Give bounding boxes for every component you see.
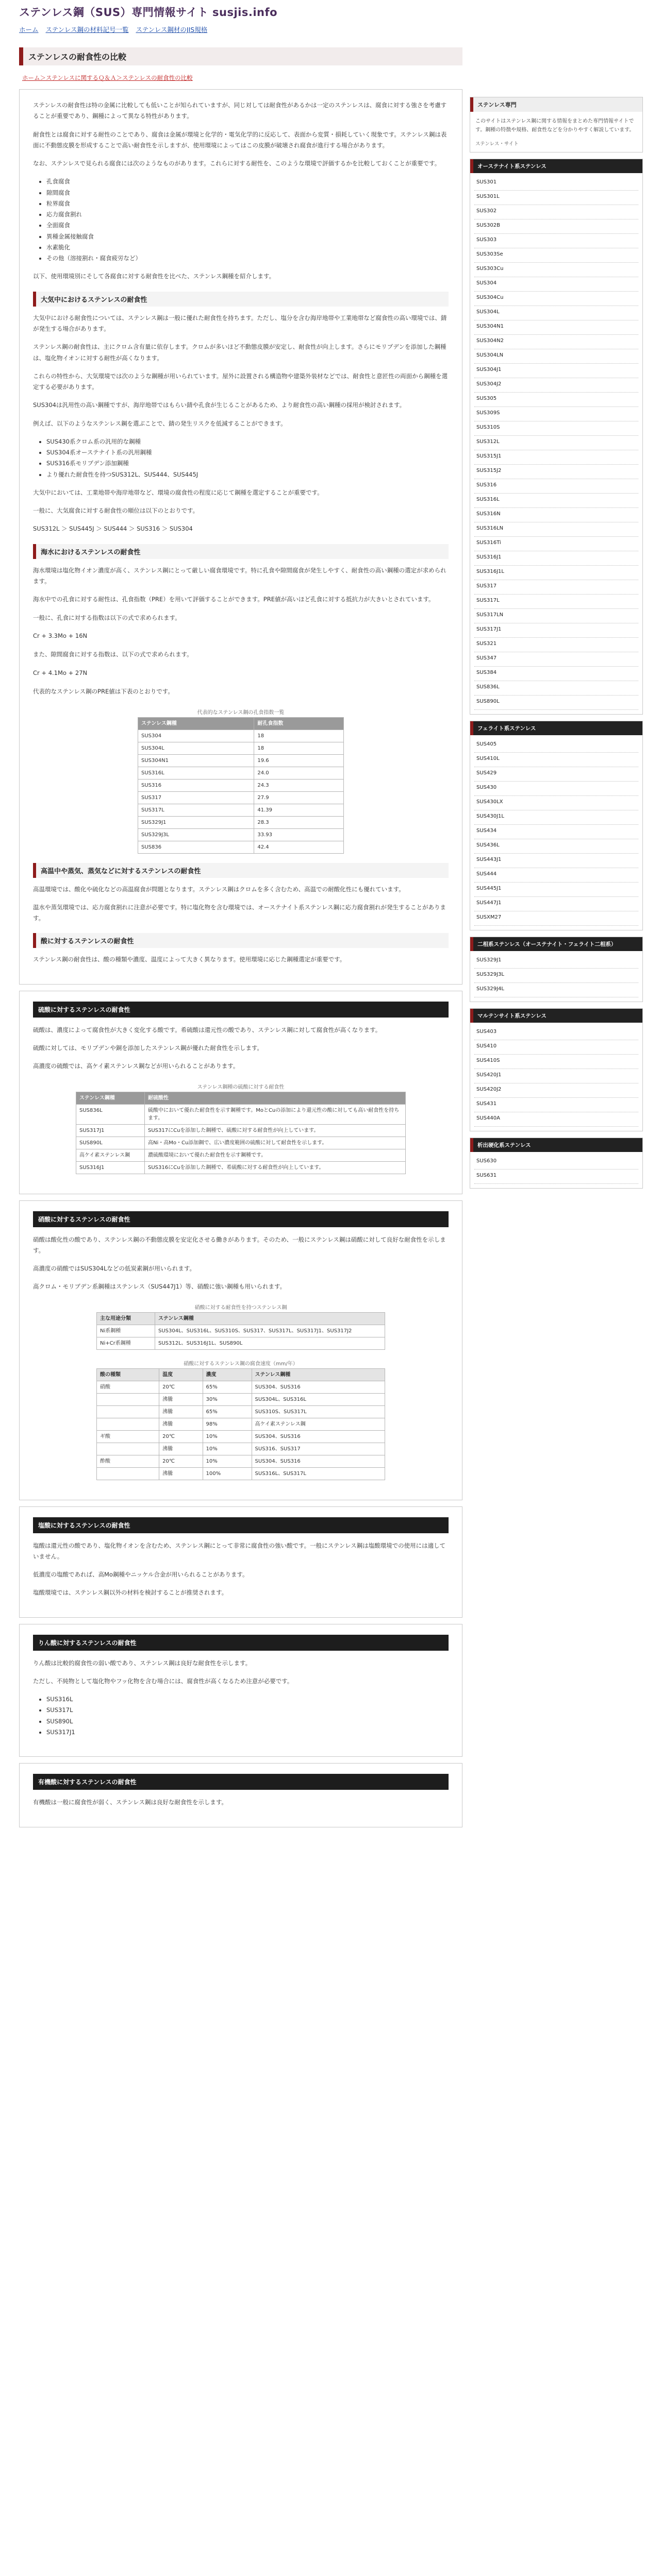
cell: 98% [203, 1418, 252, 1430]
table-row [97, 1467, 385, 1480]
cell: 18 [254, 730, 344, 742]
cell: 20℃ [159, 1430, 203, 1443]
sidebar-link[interactable]: SUS445J1 [474, 883, 638, 897]
sidebar-link[interactable]: SUS316N [474, 508, 638, 522]
sidebar-link[interactable]: SUS405 [474, 738, 638, 753]
paragraph: 有機酸は一般に腐食性が弱く、ステンレス鋼は良好な耐食性を示します。 [33, 1799, 227, 1806]
cell: 24.0 [254, 767, 344, 779]
sidebar-link[interactable]: SUS836L [474, 681, 638, 696]
paragraph: 大気中における耐食性については、ステンレス鋼は一般に優れた耐食性を持ちます。ただし、塩分を含む海岸地帯や工業地帯など腐食性の高い環境では、錆が発生する場合があります。 [33, 314, 447, 332]
cell: 高ケイ素ステンレス鋼 [252, 1418, 385, 1430]
category-title: オーステナイト系ステンレス [470, 159, 642, 173]
hcl-box [19, 1506, 462, 1618]
list-item: • SUS317L [46, 1705, 449, 1716]
cell: SUS316にCuを添加した鋼種で、希硫酸に対する耐食性が向上しています。 [145, 1161, 406, 1174]
table-header: ステンレス鋼種 [155, 1312, 385, 1325]
sidebar-link[interactable]: SUS403 [474, 1026, 638, 1040]
sidebar-link[interactable]: SUS444 [474, 868, 638, 883]
sidebar-link[interactable]: SUS315J1 [474, 450, 638, 465]
sidebar-link[interactable]: SUS316Ti [474, 537, 638, 551]
cell: SUS316L [138, 767, 254, 779]
cell: SUS304、SUS316 [252, 1455, 385, 1467]
cell: 高Ni・高Mo・Cu添加鋼で、広い濃度範囲の硫酸に対して耐食性を示します。 [145, 1137, 406, 1149]
table-header: 主な用途分類 [97, 1312, 155, 1325]
nav-material-list-link[interactable]: ステンレス鋼の材料記号一覧 [45, 26, 129, 33]
sidebar-link[interactable]: SUS631 [474, 1170, 638, 1184]
table-row [97, 1443, 385, 1455]
table-row [138, 791, 344, 804]
sidebar-link[interactable]: SUS301L [474, 191, 638, 205]
list-item: • 水素脆化 [46, 242, 449, 253]
cell: 100% [203, 1467, 252, 1480]
about-title: ステンレス専門 [470, 97, 642, 112]
category-list [470, 1023, 642, 1131]
sidebar-link[interactable]: SUS304L [474, 306, 638, 320]
table-row [138, 754, 344, 767]
paragraph: 硝酸は酸化性の酸であり、ステンレス鋼の不動態皮膜を安定化させる働きがあります。そのため、一般にステンレス鋼は硝酸に対して良好な耐食性を示します。 [33, 1235, 446, 1254]
cell: SUS316、SUS317 [252, 1443, 385, 1455]
sidebar-link[interactable]: SUS304N2 [474, 335, 638, 349]
paragraph: ステンレス鋼の耐食性は、主にクロム含有量に依存します。クロムが多いほど不動態皮膜が安定し、耐食性が向上します。さらにモリブデンを添加した鋼種は、塩化物イオンに対する耐性が高くなります。 [33, 343, 446, 362]
sidebar-link[interactable]: SUS430J1L [474, 810, 638, 825]
section-heading-nitric: 硝酸に対するステンレスの耐食性 [33, 1211, 449, 1227]
cell: 硝酸 [97, 1381, 159, 1393]
list-item: • 粒界腐食 [46, 198, 449, 209]
cell: 20℃ [159, 1455, 203, 1467]
list-item: • SUS316系モリブデン添加鋼種 [46, 458, 449, 469]
paragraph: 大気中においては、工業地帯や海岸地帯など、環境の腐食性の程度に応じて鋼種を選定することが重要です。 [33, 488, 323, 496]
cell: SUS317にCuを添加した鋼種で、硫酸に対する耐食性が向上しています。 [145, 1124, 406, 1137]
sidebar-link[interactable]: SUS316L [474, 494, 638, 508]
sidebar-link[interactable]: SUS447J1 [474, 897, 638, 911]
sidebar-link[interactable]: SUS301 [474, 176, 638, 191]
table-caption: ステンレス鋼種の硫酸に対する耐食性 [197, 1084, 285, 1090]
table-row [76, 1161, 406, 1174]
sidebar-link[interactable]: SUS305 [474, 393, 638, 407]
category-precipitation [470, 1138, 643, 1189]
cell: SUS317 [138, 791, 254, 804]
list-item: • SUS304系オーステナイト系の汎用鋼種 [46, 447, 449, 458]
section-heading-sulfuric: 硫酸に対するステンレスの耐食性 [33, 1002, 449, 1018]
category-list [470, 951, 642, 1002]
cell: SUS304L、SUS316L、SUS310S、SUS317、SUS317L、SUS317J1、SUS317J2 [155, 1325, 385, 1337]
table-row [76, 1137, 406, 1149]
sidebar-link[interactable]: SUS321 [474, 638, 638, 652]
cell [97, 1418, 159, 1430]
category-martensitic [470, 1008, 643, 1131]
site-header [19, 0, 643, 41]
about-panel [470, 97, 643, 152]
list-item: • SUS890L [46, 1716, 449, 1727]
paragraph: 海水環境は塩化物イオン濃度が高く、ステンレス鋼にとって厳しい腐食環境です。特に孔食や隙間腐食が発生しやすく、耐食性の高い鋼種の選定が求められます。 [33, 566, 446, 585]
intro-paragraph: 以下、使用環境別にそして各腐食に対する耐食性を比べた、ステンレス鋼種を紹介します。 [33, 273, 275, 280]
table-caption: 硝酸に対するステンレス鋼の腐食速度（mm/年） [184, 1361, 298, 1367]
list-item: • 異種金属接触腐食 [46, 231, 449, 242]
sidebar-link[interactable]: SUS420J1 [474, 1069, 638, 1083]
cell [97, 1467, 159, 1480]
cell: 10% [203, 1443, 252, 1455]
cell: Ni系鋼種 [97, 1325, 155, 1337]
cell: SUS890L [76, 1137, 145, 1149]
breadcrumb[interactable]: ホーム＞ステンレスに関するＱ＆Ａ＞ステンレスの耐食性の比較 [22, 74, 193, 81]
sidebar-link[interactable]: SUS303Cu [474, 263, 638, 277]
cell [97, 1443, 159, 1455]
section-heading-atmosphere: 大気中におけるステンレスの耐食性 [33, 292, 449, 307]
sidebar-link[interactable]: SUS304N1 [474, 320, 638, 335]
paragraph: 高クロム・モリブデン系鋼種はステンレス（SUS447J1）等、硝酸に強い鋼種も用いられます。 [33, 1283, 286, 1291]
cell: SUS304、SUS316 [252, 1381, 385, 1393]
table-header: ステンレス鋼種 [138, 717, 254, 730]
section-heading-phosphoric: りん酸に対するステンレスの耐食性 [33, 1635, 449, 1651]
cell: 27.9 [254, 791, 344, 804]
cell: SUS329J3L [138, 828, 254, 841]
table-header: 耐硫酸性 [145, 1092, 406, 1104]
paragraph: 一般に、孔食に対する指数は以下の式で求められます。 [33, 614, 181, 621]
sidebar-link[interactable]: SUS329J3L [474, 969, 638, 983]
phosphoric-box [19, 1624, 462, 1757]
global-nav [19, 25, 207, 34]
cell: 濃硫酸環境において優れた耐食性を示す鋼種です。 [145, 1149, 406, 1161]
paragraph: 例えば、以下のようなステンレス鋼を選ぶことで、錆の発生リスクを低減することができます。 [33, 419, 287, 427]
paragraph: 塩酸環境では、ステンレス鋼以外の材料を検討することが推奨されます。 [33, 1589, 228, 1597]
cell: 20℃ [159, 1381, 203, 1393]
sidebar-link[interactable]: SUS317J1 [474, 623, 638, 638]
nitric-box [19, 1200, 462, 1500]
sidebar-link[interactable]: SUS630 [474, 1155, 638, 1170]
nav-home-link[interactable]: ホーム [19, 26, 39, 33]
sidebar-link[interactable]: SUS310S [474, 421, 638, 436]
list-item: • その他（溶接割れ・腐食疲労など） [46, 253, 449, 264]
about-small[interactable]: ステンレス・サイト [475, 141, 519, 147]
table-row [76, 1104, 406, 1124]
cell: 沸騰 [159, 1418, 203, 1430]
cell: SUS316 [138, 779, 254, 791]
cell: 42.4 [254, 841, 344, 853]
sidebar-link[interactable]: SUS347 [474, 652, 638, 667]
category-austenitic [470, 159, 643, 715]
sidebar-link[interactable]: SUS302 [474, 205, 638, 219]
corrosion-type-list [33, 176, 449, 264]
cell: 沸騰 [159, 1467, 203, 1480]
paragraph: 一般に、大気腐食に対する耐食性の順位は以下のとおりです。 [33, 507, 199, 515]
cell: SUS316L、SUS317L [252, 1467, 385, 1480]
section-heading-hcl: 塩酸に対するステンレスの耐食性 [33, 1517, 449, 1533]
cell [97, 1405, 159, 1418]
intro-paragraph: ステンレスの耐食性は特の金属に比較しても低いことが知られていますが、同じ対しては耐食性があるかは一定のステンレスは、腐食に対する強さを考慮することが重要であり、鋼種によって異なる特性があります。 [33, 101, 447, 120]
cell [97, 1393, 159, 1405]
table-row [97, 1418, 385, 1430]
table-row [138, 841, 344, 853]
cell: SUS836 [138, 841, 254, 853]
table-row [138, 742, 344, 754]
organic-acid-box [19, 1763, 462, 1827]
paragraph: 海水中での孔食に対する耐性は、孔食指数（PRE）を用いて評価することができます。PRE値が高いほど孔食に対する抵抗力が大きいとされています。 [33, 596, 435, 603]
table-row [97, 1455, 385, 1467]
cell: SUS329J1 [138, 816, 254, 828]
intro-paragraph: なお、ステンレスで見られる腐食には次のようなものがあります。これらに対する耐性を、このような環境で評価するかを比較しておくことが重要です。 [33, 160, 441, 167]
sidebar-link[interactable]: SUS436L [474, 839, 638, 854]
table-row [138, 730, 344, 742]
cell: 高ケイ素ステンレス鋼 [76, 1149, 145, 1161]
cell: SUS317J1 [76, 1124, 145, 1137]
sidebar-link[interactable]: SUS443J1 [474, 854, 638, 868]
acid-rate-table [96, 1368, 385, 1480]
paragraph: また、隙間腐食に対する指数は、以下の式で求められます。 [33, 651, 193, 658]
category-ferritic [470, 721, 643, 930]
table-row [97, 1405, 385, 1418]
paragraph: 高温環境では、酸化や硫化などの高温腐食が問題となります。ステンレス鋼はクロムを多く含むため、高温での耐酸化性にも優れています。 [33, 885, 405, 893]
cell: 酢酸 [97, 1455, 159, 1467]
sidebar-link[interactable]: SUS890L [474, 696, 638, 710]
site-title[interactable]: ステンレス鋼（SUS）専門情報サイト susjis.info [19, 6, 278, 19]
sidebar-link[interactable]: SUS410L [474, 753, 638, 767]
cell: 18 [254, 742, 344, 754]
cell: 33.93 [254, 828, 344, 841]
category-list [470, 735, 642, 930]
paragraph: りん酸は比較的腐食性の弱い酸であり、ステンレス鋼は良好な耐食性を示します。 [33, 1659, 252, 1667]
section-heading-acid: 酸に対するステンレスの耐食性 [33, 933, 449, 948]
cell: 41.39 [254, 804, 344, 816]
sidebar-link[interactable]: SUS317L [474, 595, 638, 609]
pitting-formula: Cr + 3.3Mo + 16N [33, 632, 88, 639]
cell: 24.3 [254, 779, 344, 791]
cell: 65% [203, 1381, 252, 1393]
table-row [76, 1149, 406, 1161]
sidebar-link[interactable]: SUS329J1 [474, 954, 638, 969]
sidebar-link[interactable]: SUS430LX [474, 796, 638, 810]
section-heading-organic: 有機酸に対するステンレスの耐食性 [33, 1774, 449, 1790]
paragraph: 温水や蒸気環境では、応力腐食割れに注意が必要です。特に塩化物を含む環境では、オーステナイト系ステンレス鋼に応力腐食割れが発生することがあります。 [33, 903, 446, 922]
list-item: • SUS317J1 [46, 1727, 449, 1738]
category-title: 二相系ステンレス（オーステナイト・フェライト二相系） [470, 937, 642, 951]
pre-table [138, 717, 344, 854]
paragraph: 塩酸は還元性の酸であり、塩化物イオンを含むため、ステンレス鋼にとって非常に腐食性の強い酸です。一般にステンレス鋼は塩酸環境での使用には適していません。 [33, 1541, 446, 1560]
table-caption: 代表的なステンレス鋼の孔食指数一覧 [197, 709, 285, 716]
sidebar-link[interactable]: SUS316J1 [474, 551, 638, 566]
cell: 硫酸中において優れた耐食性を示す鋼種です。MoとCuの添加により還元性の酸に対しても高い耐食性を持ちます。 [145, 1104, 406, 1124]
paragraph: これらの特性から、大気環境では次のような鋼種が用いられています。屋外に設置される構造物や建築外装材などでは、耐食性と意匠性の両面から鋼種を選定する必要があります。 [33, 372, 448, 391]
sidebar-link[interactable]: SUS309S [474, 407, 638, 421]
table-row [138, 779, 344, 791]
table-row [138, 816, 344, 828]
sidebar-link[interactable]: SUS304Cu [474, 292, 638, 306]
sidebar-link[interactable]: SUS420J2 [474, 1083, 638, 1098]
paragraph: 低濃度の塩酸であれば、高Mo鋼種やニッケル合金が用いられることがあります。 [33, 1571, 249, 1579]
list-item: • SUS316L [46, 1694, 449, 1705]
sidebar-link[interactable]: SUS317 [474, 580, 638, 595]
section-heading-seawater: 海水におけるステンレスの耐食性 [33, 544, 449, 559]
table-caption: 硝酸に対する耐食性を持つステンレス鋼 [194, 1304, 287, 1311]
nitric-grade-table [96, 1312, 385, 1350]
category-title: マルテンサイト系ステンレス [470, 1009, 642, 1023]
table-row [97, 1393, 385, 1405]
main-content [19, 41, 462, 1834]
sidebar-link[interactable]: SUS304J1 [474, 364, 638, 378]
table-row [97, 1325, 385, 1337]
sidebar-link[interactable]: SUS304LN [474, 349, 638, 364]
cell: 30% [203, 1393, 252, 1405]
article-box [19, 89, 462, 985]
sidebar-link[interactable]: SUS316 [474, 479, 638, 494]
cell: 10% [203, 1455, 252, 1467]
list-item: • 応力腐食割れ [46, 209, 449, 220]
list-item: • SUS430系クロム系の汎用的な鋼種 [46, 436, 449, 447]
cell: SUS304 [138, 730, 254, 742]
table-row [97, 1337, 385, 1349]
cell: 沸騰 [159, 1405, 203, 1418]
cell: SUS317L [138, 804, 254, 816]
about-description: このサイトはステンレス鋼に関する情報をまとめた専門情報サイトです。鋼種の特徴や規格、耐食性などを分かりやすく解説しています。 [475, 118, 635, 133]
table-header: 耐孔食指数 [254, 717, 344, 730]
cell: SUS310S、SUS317L [252, 1405, 385, 1418]
page-title: ステンレスの耐食性の比較 [19, 47, 462, 65]
sulfuric-table [76, 1092, 406, 1174]
sidebar-link[interactable]: SUS410 [474, 1040, 638, 1055]
steel-grade-list [33, 436, 449, 480]
cell: SUS312L、SUS316J1L、SUS890L [155, 1337, 385, 1349]
table-header: 濃度 [203, 1368, 252, 1381]
paragraph: 硫酸は、濃度によって腐食性が大きく変化する酸です。希硫酸は還元性の酸であり、ステンレス鋼に対して腐食性が高くなります。 [33, 1026, 382, 1033]
sidebar-link[interactable]: SUS312L [474, 436, 638, 450]
list-item: • 全面腐食 [46, 220, 449, 231]
cell: SUS304L [138, 742, 254, 754]
sidebar [470, 41, 643, 1834]
paragraph: ただし、不純物として塩化物やフッ化物を含む場合には、腐食性が高くなるため注意が必要です。 [33, 1677, 293, 1685]
table-row [138, 804, 344, 816]
crevice-formula: Cr + 4.1Mo + 27N [33, 669, 88, 676]
sidebar-link[interactable]: SUS302B [474, 219, 638, 234]
cell: SUS304N1 [138, 754, 254, 767]
list-item: • より優れた耐食性を持つSUS312L、SUS444、SUS445J [46, 469, 449, 480]
sidebar-link[interactable]: SUS434 [474, 825, 638, 839]
table-header: ステンレス鋼種 [252, 1368, 385, 1381]
list-item: • 孔食腐食 [46, 176, 449, 187]
sidebar-link[interactable]: SUS304J2 [474, 378, 638, 393]
category-list [470, 173, 642, 714]
sidebar-link[interactable]: SUS329J4L [474, 983, 638, 997]
sidebar-link[interactable]: SUS429 [474, 767, 638, 782]
table-row [97, 1381, 385, 1393]
sidebar-link[interactable]: SUS303 [474, 234, 638, 248]
cell: SUS304L、SUS316L [252, 1393, 385, 1405]
sidebar-link[interactable]: SUS431 [474, 1098, 638, 1112]
sidebar-link[interactable]: SUS410S [474, 1055, 638, 1069]
section-heading-high-temp: 高温中や蒸気、蒸気などに対するステンレスの耐食性 [33, 863, 449, 878]
sidebar-link[interactable]: SUS316J1L [474, 566, 638, 580]
sidebar-link[interactable]: SUS384 [474, 667, 638, 681]
cell: SUS316J1 [76, 1161, 145, 1174]
sidebar-link[interactable]: SUS315J2 [474, 465, 638, 479]
cell: Ni+Cr系鋼種 [97, 1337, 155, 1349]
table-row [138, 767, 344, 779]
cell: 65% [203, 1405, 252, 1418]
paragraph: ステンレス鋼の耐食性は、酸の種類や濃度、温度によって大きく異なります。使用環境に応じた鋼種選定が重要です。 [33, 956, 346, 963]
paragraph: SUS304は汎用性の高い鋼種ですが、海岸地帯ではもらい錆や孔食が生じることがあるため、より耐食性の高い鋼種の採用が検討されます。 [33, 401, 406, 409]
cell: SUS836L [76, 1104, 145, 1124]
sidebar-link[interactable]: SUS316LN [474, 522, 638, 537]
sidebar-link[interactable]: SUS304 [474, 277, 638, 292]
sidebar-link[interactable]: SUS430 [474, 782, 638, 796]
category-duplex [470, 937, 643, 1002]
sidebar-link[interactable]: SUS317LN [474, 609, 638, 623]
cell: 沸騰 [159, 1393, 203, 1405]
cell: 沸騰 [159, 1443, 203, 1455]
steel-grade-list [33, 1694, 449, 1738]
cell: 10% [203, 1430, 252, 1443]
cell: 19.6 [254, 754, 344, 767]
cell: 28.3 [254, 816, 344, 828]
category-title: 析出硬化系ステンレス [470, 1138, 642, 1152]
table-row [97, 1430, 385, 1443]
paragraph: 硫酸に対しては、モリブデンや銅を添加したステンレス鋼が優れた耐食性を示します。 [33, 1044, 263, 1052]
category-title: フェライト系ステンレス [470, 721, 642, 735]
sidebar-link[interactable]: SUS440A [474, 1112, 638, 1127]
sidebar-link[interactable]: SUSXM27 [474, 911, 638, 926]
table-header: 温度 [159, 1368, 203, 1381]
table-row [76, 1124, 406, 1137]
intro-paragraph: 耐食性とは腐食に対する耐性のことであり、腐食は金属が環境と化学的・電気化学的に反応して、表面から変質・損耗していく現象です。ステンレス鋼は表面に不動態皮膜を形成することで高い耐食性を示しますが、使用環境によってはこの皮膜が破壊され腐食が進行する場合があります。 [33, 130, 447, 149]
cell: ギ酸 [97, 1430, 159, 1443]
cell: SUS304、SUS316 [252, 1430, 385, 1443]
table-header: ステンレス鋼種 [76, 1092, 145, 1104]
paragraph: 高濃度の硫酸では、高ケイ素ステンレス鋼などが用いられることがあります。 [33, 1062, 239, 1070]
sidebar-link[interactable]: SUS303Se [474, 248, 638, 263]
list-item: • 隙間腐食 [46, 188, 449, 198]
sulfuric-box [19, 991, 462, 1194]
category-list [470, 1152, 642, 1188]
table-header: 酸の種類 [97, 1368, 159, 1381]
paragraph: 代表的なステンレス鋼のPRE値は下表のとおりです。 [33, 688, 174, 696]
nav-jis-link[interactable]: ステンレス鋼材のJIS規格 [136, 26, 208, 33]
table-row [138, 828, 344, 841]
paragraph: 高濃度の硝酸ではSUS304Lなどの低炭素鋼が用いられます。 [33, 1265, 195, 1273]
corrosion-order: SUS312L ＞ SUS445J ＞ SUS444 ＞ SUS316 ＞ SUS304 [33, 525, 193, 533]
